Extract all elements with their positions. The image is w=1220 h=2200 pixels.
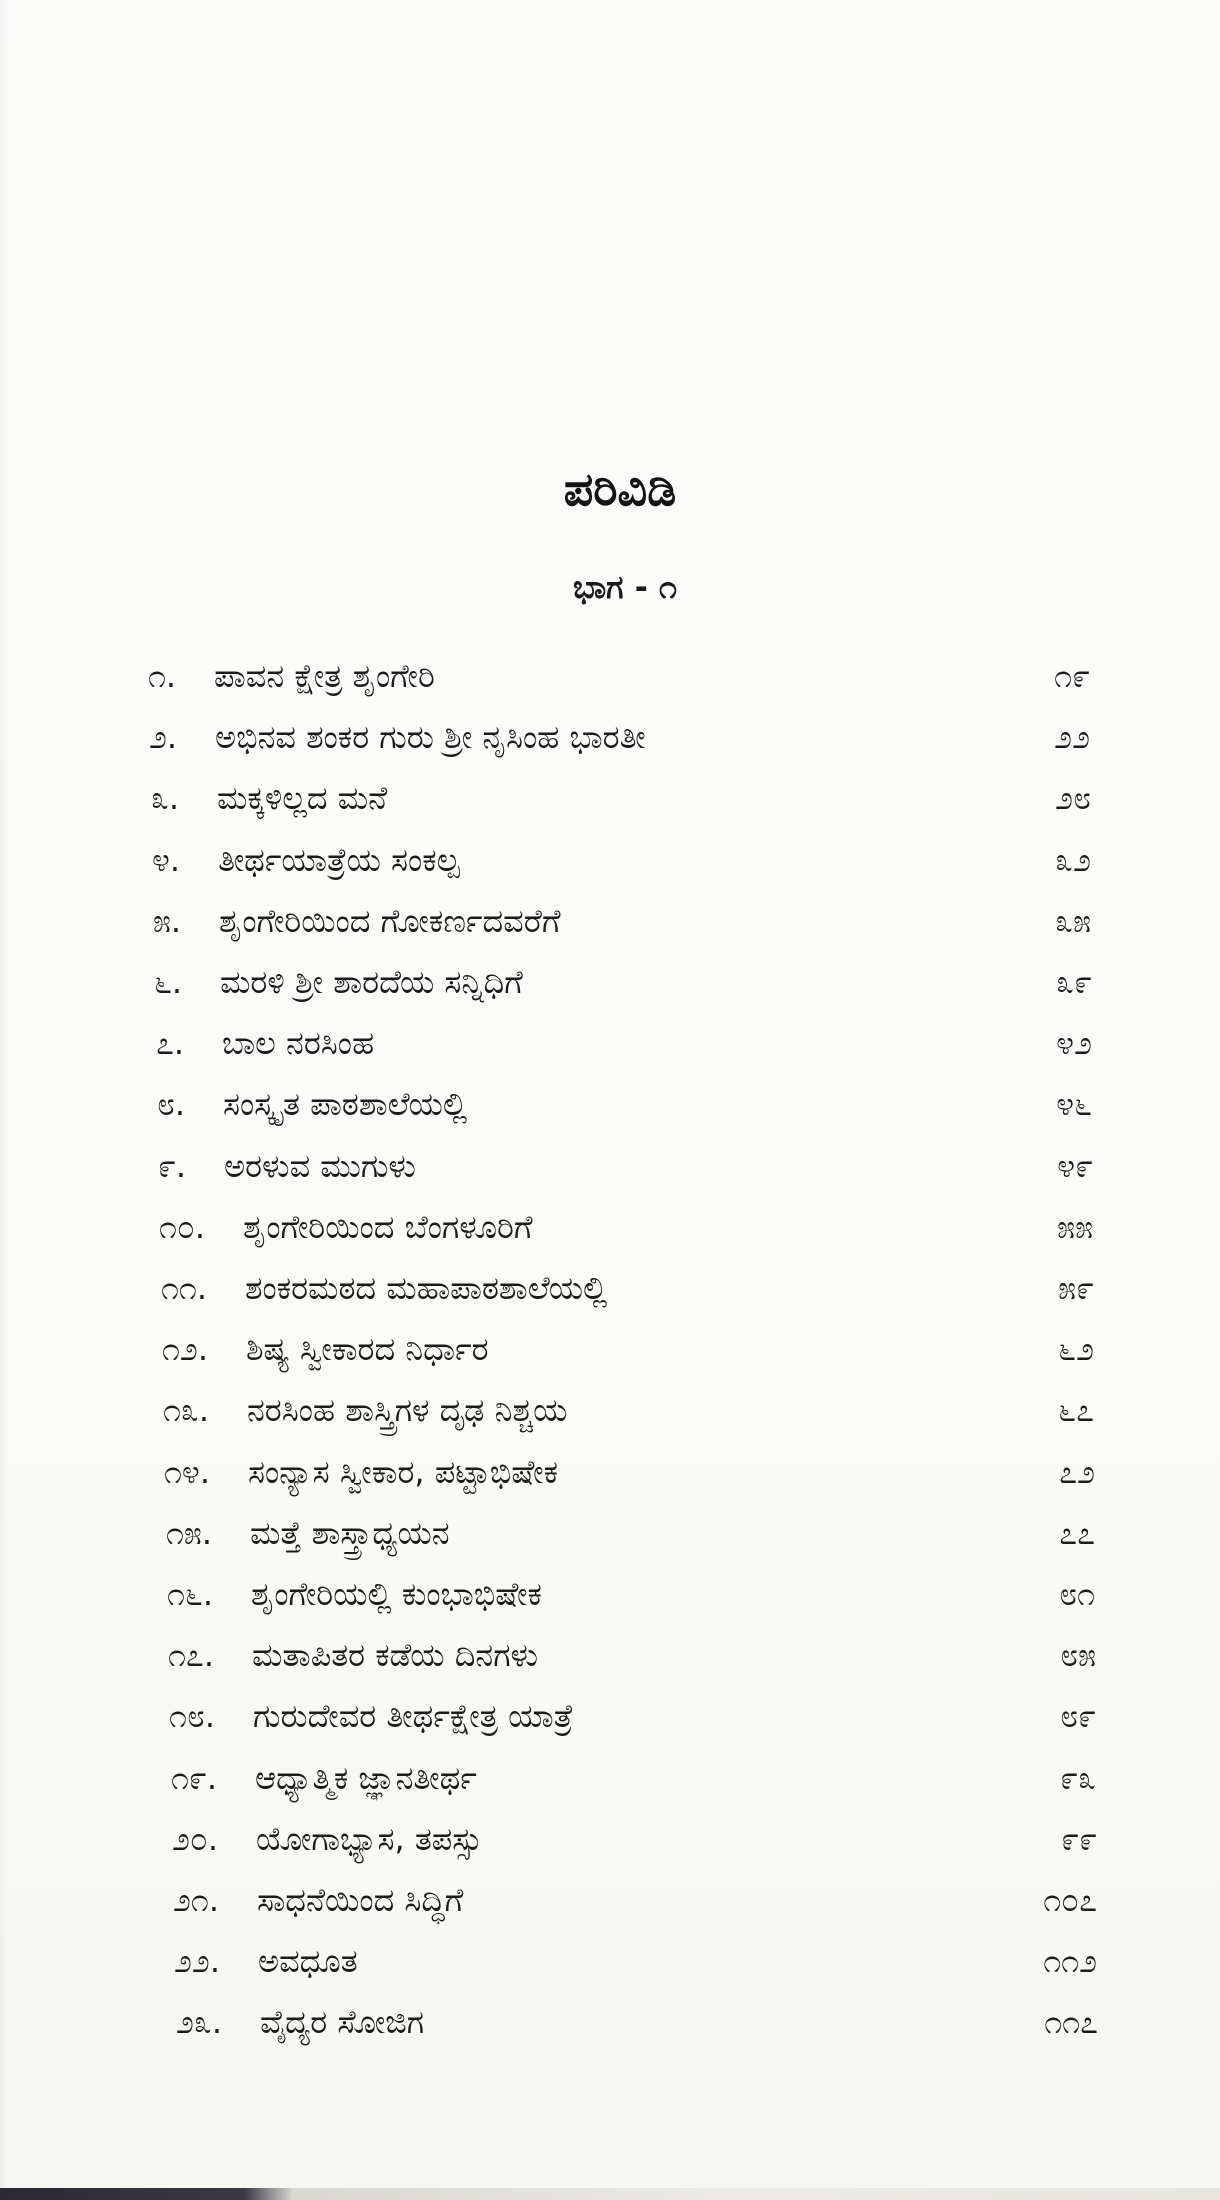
toc-entry (0, 1199, 1220, 1255)
toc-entry-page-number: ೮೧ (1059, 1575, 1095, 1613)
toc-entry-title: ಬಾಲ ನರಸಿಂಹ (222, 1024, 375, 1063)
toc-entry-number: ೨. (149, 718, 178, 757)
toc-entry-page-number: ೫೯ (1058, 1269, 1094, 1307)
toc-entry-number: ೧೯. (171, 1758, 218, 1797)
toc-entry (0, 1015, 1220, 1071)
toc-entry (0, 1933, 1220, 1989)
toc-entry-page-number: ೭೨ (1059, 1452, 1095, 1491)
toc-entry-page-number: ೩೫ (1055, 901, 1091, 940)
toc-entry-number: ೬. (154, 963, 183, 1001)
page-bottom-edge (0, 2188, 1220, 2200)
toc-entry (0, 1382, 1220, 1438)
toc-entry-page-number: ೭೭ (1059, 1513, 1095, 1552)
toc-entry (0, 1321, 1220, 1377)
toc-entry-title: ನರಸಿಂಹ ಶಾಸ್ತ್ರಿಗಳ ದೃಢ ನಿಶ್ಚಯ (247, 1391, 568, 1430)
toc-entry-title: ಮಕ್ಕಳಿಲ್ಲದ ಮನೆ (217, 779, 388, 818)
toc-entry-title: ಶೃಂಗೇರಿಯಿಂದ ಬೆಂಗಳೂರಿಗೆ (243, 1207, 533, 1246)
toc-entry (0, 1811, 1220, 1867)
toc-entry-page-number: ೨೨ (1054, 718, 1090, 757)
toc-entry-page-number: ೮೫ (1060, 1636, 1096, 1675)
toc-entry (0, 1688, 1220, 1744)
toc-entry-page-number: ೧೧೭ (1044, 2003, 1098, 2042)
toc-entry-title: ಶಿಷ್ಯ ಸ್ವೀಕಾರದ ನಿರ್ಧಾರ (246, 1330, 489, 1369)
toc-entry (0, 1260, 1220, 1316)
toc-entry-number: ೪. (152, 840, 181, 879)
toc-entry (0, 893, 1220, 949)
toc-entry-page-number: ೩೯ (1056, 963, 1092, 1001)
toc-entry-page-number: ೯೩ (1060, 1758, 1096, 1797)
toc-entry-page-number: ೬೨ (1058, 1330, 1094, 1369)
toc-entry (0, 1566, 1220, 1622)
toc-entry-page-number: ೫೫ (1057, 1207, 1093, 1246)
toc-entry-number: ೧೧. (161, 1269, 208, 1307)
toc-entry-page-number: ೬೭ (1058, 1391, 1094, 1430)
toc-entry-title: ಮತಾಪಿತರ ಕಡೆಯ ದಿನಗಳು (252, 1636, 539, 1675)
toc-entry (0, 1076, 1220, 1132)
toc-entry-number: ೧೩. (163, 1391, 210, 1430)
toc-entry (0, 709, 1220, 765)
part-heading: ಭಾಗ - ೧ (573, 568, 677, 606)
toc-entry (0, 954, 1220, 1010)
toc-entry-number: ೯. (158, 1146, 187, 1185)
toc-entry-page-number: ೮೯ (1060, 1697, 1096, 1736)
toc-entry (0, 648, 1220, 704)
toc-entry-title: ಆಧ್ಯಾತ್ಮಿಕ ಜ್ಞಾನತೀರ್ಥ (255, 1758, 477, 1797)
toc-entry-page-number: ೧೧೨ (1043, 1942, 1097, 1981)
toc-entry-title: ಅಭಿನವ ಶಂಕರ ಗುರು ಶ್ರೀ ನೃಸಿಂಹ ಭಾರತೀ (215, 718, 646, 757)
toc-entry-title: ಸಂಸ್ಕೃತ ಪಾಠಶಾಲೆಯಲ್ಲಿ (223, 1085, 468, 1124)
toc-entry-number: ೧೬. (167, 1575, 214, 1613)
toc-entry-page-number: ೨೮ (1055, 779, 1091, 818)
toc-entry (0, 1994, 1220, 2050)
toc-entry-title: ಸಂನ್ಯಾಸ ಸ್ವೀಕಾರ, ಪಟ್ಟಾಭಿಷೇಕ (248, 1452, 558, 1491)
toc-entry-number: ೨೨. (174, 1942, 221, 1981)
toc-entry-number: ೮. (157, 1085, 186, 1124)
toc-entry-title: ಸಾಧನೆಯಿಂದ ಸಿದ್ಧಿಗೆ (257, 1881, 464, 1919)
toc-entry-title: ಪಾವನ ಕ್ಷೇತ್ರ ಶೃಂಗೇರಿ (214, 657, 435, 695)
toc-entry-page-number: ೩೨ (1055, 840, 1091, 879)
toc-entry-title: ಶೃಂಗೇರಿಯಿಂದ ಗೋಕರ್ಣದವರೆಗೆ (219, 901, 561, 940)
toc-entry (0, 832, 1220, 888)
toc-entry-number: ೨೩. (176, 2003, 223, 2042)
toc-entry (0, 1750, 1220, 1806)
toc-entry-number: ೫. (153, 901, 182, 940)
toc-entry (0, 1627, 1220, 1683)
contents-title: ಪರಿವಿಡಿ (563, 462, 677, 516)
toc-entry-page-number: ೯೯ (1061, 1819, 1097, 1858)
toc-entry-number: ೭. (156, 1024, 185, 1063)
toc-entry-number: ೨೦. (172, 1819, 219, 1858)
toc-entry-number: ೧೮. (169, 1697, 216, 1736)
toc-entry-title: ಮತ್ತೆ ಶಾಸ್ತ್ರಾಧ್ಯಯನ (250, 1513, 450, 1552)
toc-entry-title: ತೀರ್ಥಯಾತ್ರೆಯ ಸಂಕಲ್ಪ (218, 840, 460, 879)
toc-entry-title: ಶಂಕರಮಠದ ಮಹಾಪಾಠಶಾಲೆಯಲ್ಲಿ (245, 1269, 608, 1307)
toc-entry-number: ೧೦. (159, 1207, 206, 1246)
toc-entry-number: ೧. (148, 657, 177, 695)
toc-entry-page-number: ೪೬ (1056, 1085, 1092, 1124)
toc-entry-number: ೩. (151, 779, 180, 818)
toc-entry-page-number: ೪೯ (1057, 1146, 1093, 1185)
toc-entry-page-number: ೧೦೭ (1043, 1881, 1097, 1919)
toc-entry (0, 1872, 1220, 1928)
toc-entry-number: ೧೨. (162, 1330, 209, 1369)
toc-entry-title: ಅವಧೂತ (258, 1942, 358, 1981)
toc-entry-number: ೧೪. (164, 1452, 211, 1491)
toc-entry (0, 1505, 1220, 1561)
toc-entry (0, 770, 1220, 826)
toc-entry-number: ೨೧. (173, 1881, 220, 1919)
toc-entry-title: ಶೃಂಗೇರಿಯಲ್ಲಿ ಕುಂಭಾಭಿಷೇಕ (251, 1575, 542, 1613)
toc-entry-number: ೧೭. (168, 1636, 215, 1675)
toc-entry-title: ಗುರುದೇವರ ತೀರ್ಥಕ್ಷೇತ್ರ ಯಾತ್ರೆ (253, 1697, 574, 1736)
toc-entry-title: ವೈದ್ಯರ ಸೋಜಿಗ (260, 2003, 425, 2042)
toc-entry-page-number: ೪೨ (1056, 1024, 1092, 1063)
toc-entry-title: ಯೋಗಾಭ್ಯಾಸ, ತಪಸ್ಸು (256, 1819, 483, 1858)
toc-entry-number: ೧೫. (166, 1513, 213, 1552)
toc-entry-title: ಮರಳಿ ಶ್ರೀ ಶಾರದೆಯ ಸನ್ನಿಧಿಗೆ (220, 963, 523, 1001)
toc-entry-page-number: ೧೯ (1054, 657, 1090, 695)
toc-entry (0, 1138, 1220, 1194)
toc-entry-title: ಅರಳುವ ಮುಗುಳು (224, 1146, 416, 1185)
toc-entry (0, 1444, 1220, 1500)
